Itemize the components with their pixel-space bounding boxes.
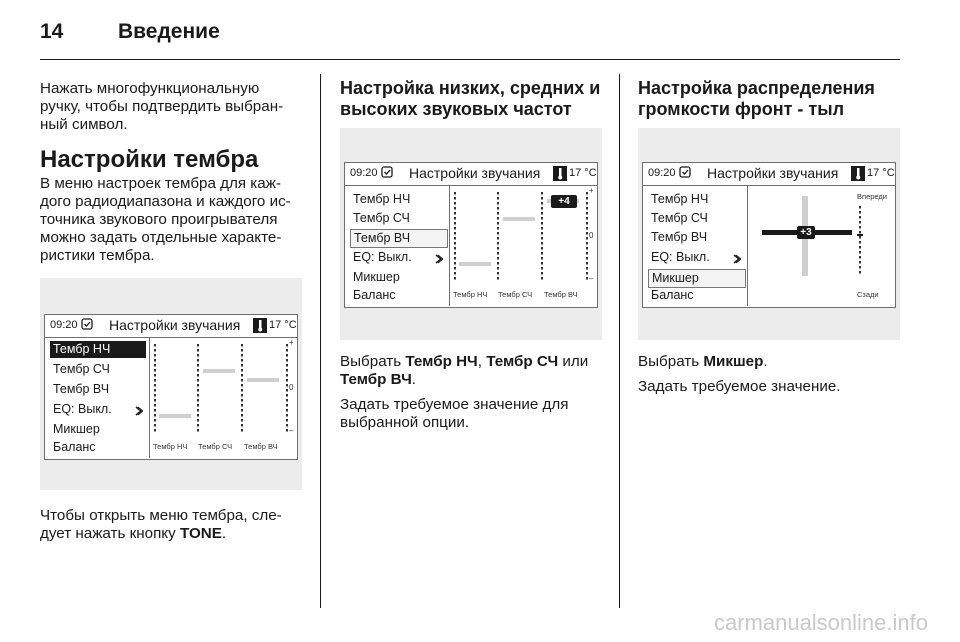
- menu-item-eq[interactable]: EQ: Выкл.: [53, 402, 112, 416]
- column-2-text: [340, 353, 612, 432]
- eq-bar-bass: [159, 414, 191, 418]
- menu-item-fader[interactable]: Микшер: [53, 422, 100, 436]
- screen-illustration-2: [340, 128, 602, 340]
- clock-time: 09:20: [350, 167, 378, 179]
- select-fader-instruction: [638, 353, 910, 371]
- eq-label-treble: Тембр ВЧ: [544, 290, 578, 299]
- menu-item-mid[interactable]: Тембр СЧ: [53, 362, 110, 376]
- treble-value-badge: +4: [551, 195, 577, 208]
- option-bass: Тембр НЧ: [405, 353, 478, 370]
- menu-item-eq[interactable]: EQ: Выкл.: [353, 250, 412, 264]
- menu-item-bass[interactable]: Тембр НЧ: [353, 192, 411, 206]
- text-fragment: или: [558, 353, 589, 370]
- set-value-instruction: [340, 396, 612, 432]
- thermometer-icon: [253, 318, 267, 333]
- header-rule: [40, 59, 900, 60]
- thermometer-icon: [553, 166, 567, 181]
- eq-area: [149, 338, 297, 458]
- outside-temperature: 17 °C: [569, 167, 597, 179]
- eq-label-bass: Тембр НЧ: [153, 442, 188, 451]
- tone-description: [40, 175, 312, 265]
- menu-item-eq[interactable]: EQ: Выкл.: [651, 250, 710, 264]
- scale-mark-zero: 0: [289, 383, 294, 392]
- menu-item-balance[interactable]: Баланс: [353, 288, 396, 302]
- menu-item-mid[interactable]: Тембр СЧ: [651, 211, 708, 225]
- menu-item-balance[interactable]: Баланс: [53, 440, 96, 454]
- heading-line: Настройка низких, средних и: [340, 78, 601, 98]
- select-option-instruction: [340, 353, 612, 389]
- text-line: Чтобы открыть меню тембра, сле-: [40, 507, 282, 524]
- chevron-right-icon: [135, 406, 143, 416]
- page-number: 14: [40, 20, 64, 43]
- eq-scale-treble: [541, 192, 543, 282]
- eq-scale-mid: [497, 192, 499, 282]
- screen-title: Настройки звучания: [707, 165, 839, 181]
- menu-item-treble[interactable]: Тембр ВЧ: [651, 230, 708, 244]
- screen-header: [345, 163, 597, 186]
- display-screen: [344, 162, 598, 308]
- text-line: точника звукового проигрывателя: [40, 211, 278, 228]
- clock-time: 09:20: [648, 167, 676, 179]
- clock-time: 09:20: [50, 319, 78, 331]
- tone-button-instruction: [40, 507, 312, 543]
- column-3: [638, 78, 908, 120]
- menu-item-balance[interactable]: Баланс: [651, 288, 694, 302]
- menu-item-fader[interactable]: Микшер: [648, 269, 746, 288]
- watermark: carmanualsonline.info: [713, 610, 928, 635]
- eq-bar-treble: [247, 378, 279, 382]
- eq-bar-bass: [459, 262, 491, 266]
- column-2: [340, 78, 610, 120]
- intro-paragraph: [40, 80, 312, 134]
- text-line: В меню настроек тембра для каж-: [40, 175, 281, 192]
- display-screen: [642, 162, 896, 308]
- text-line: можно задать отдельные характе-: [40, 229, 282, 246]
- menu-item-treble[interactable]: Тембр ВЧ: [350, 229, 448, 248]
- eq-bar-mid: [503, 217, 535, 221]
- eq-heading: [340, 78, 610, 120]
- eq-scale-mid: [197, 344, 199, 434]
- text-line: ручку, чтобы подтвердить выбран-: [40, 98, 284, 115]
- text-line: выбранной опции.: [340, 414, 470, 431]
- tone-key-label: TONE: [179, 525, 222, 542]
- column-divider-1: [320, 74, 321, 608]
- section-heading: Настройки тембра: [40, 146, 259, 173]
- fader-area: [747, 186, 895, 306]
- chevron-right-icon: [435, 254, 443, 264]
- eq-scale-treble: [241, 344, 243, 434]
- scale-mark-zero: 0: [589, 231, 594, 240]
- eq-scale-bass: [454, 192, 456, 282]
- text-punct: ,: [477, 353, 487, 370]
- column-1: [40, 80, 312, 265]
- menu-item-bass[interactable]: Тембр НЧ: [651, 192, 709, 206]
- fader-value-badge: +3: [797, 226, 815, 239]
- text-fragment: Выбрать: [340, 353, 406, 370]
- text-line: дует нажать кнопку: [40, 525, 180, 542]
- fader-label-rear: Сзади: [857, 290, 879, 299]
- text-line: дого радиодиапазона и каждого ис-: [40, 193, 291, 210]
- scale-mark-minus: –: [289, 426, 294, 435]
- text-line: ристики тембра.: [40, 247, 155, 264]
- clock-icon: [679, 166, 691, 178]
- eq-bar-mid: [203, 369, 235, 373]
- eq-scale-reference: [286, 344, 288, 434]
- scale-mark-minus: –: [589, 274, 594, 283]
- option-treble: Тембр ВЧ: [340, 371, 412, 388]
- text-line: Задать требуемое значение для: [340, 396, 569, 413]
- heading-line: Настройка распределения: [638, 78, 875, 98]
- screen-header: [643, 163, 895, 186]
- scale-mark-plus: +: [589, 186, 594, 195]
- screen-illustration-3: [638, 128, 900, 340]
- outside-temperature: 17 °C: [269, 319, 297, 331]
- text-line: ный символ.: [40, 116, 128, 133]
- menu-item-bass[interactable]: Тембр НЧ: [50, 341, 146, 358]
- column-divider-2: [619, 74, 620, 608]
- fader-level-mark: [857, 234, 863, 236]
- screen-illustration-1: [40, 278, 302, 490]
- fader-label-front: Впереди: [857, 192, 887, 201]
- fader-scale: [859, 206, 861, 274]
- scale-mark-plus: +: [289, 338, 294, 347]
- menu-item-mid[interactable]: Тембр СЧ: [353, 211, 410, 225]
- page-title: Введение: [118, 20, 220, 43]
- thermometer-icon: [851, 166, 865, 181]
- eq-label-bass: Тембр НЧ: [453, 290, 488, 299]
- menu-item-treble[interactable]: Тембр ВЧ: [53, 382, 110, 396]
- screen-title: Настройки звучания: [409, 165, 541, 181]
- outside-temperature: 17 °C: [867, 167, 895, 179]
- option-mid: Тембр СЧ: [486, 353, 559, 370]
- heading-line: громкости фронт - тыл: [638, 99, 845, 119]
- eq-label-mid: Тембр СЧ: [198, 442, 233, 451]
- text-fragment: Выбрать: [638, 353, 704, 370]
- screen-header: [45, 315, 297, 338]
- clock-icon: [81, 318, 93, 330]
- text-punct: .: [411, 371, 416, 388]
- column-3-text: [638, 353, 910, 396]
- heading-line: высоких звуковых частот: [340, 99, 572, 119]
- eq-scale-reference: [586, 192, 588, 282]
- eq-scale-bass: [154, 344, 156, 434]
- option-fader: Микшер: [703, 353, 764, 370]
- display-screen: [44, 314, 298, 460]
- screen-title: Настройки звучания: [109, 317, 241, 333]
- chevron-right-icon: [733, 254, 741, 264]
- eq-label-treble: Тембр ВЧ: [244, 442, 278, 451]
- set-fader-value-instruction: Задать требуемое значение.: [638, 378, 841, 395]
- text-line: Нажать многофункциональную: [40, 80, 260, 97]
- eq-label-mid: Тембр СЧ: [498, 290, 533, 299]
- clock-icon: [381, 166, 393, 178]
- fader-heading: [638, 78, 908, 120]
- menu-item-fader[interactable]: Микшер: [353, 270, 400, 284]
- text-punct: .: [221, 525, 227, 542]
- eq-area: [449, 186, 597, 306]
- text-punct: .: [763, 353, 768, 370]
